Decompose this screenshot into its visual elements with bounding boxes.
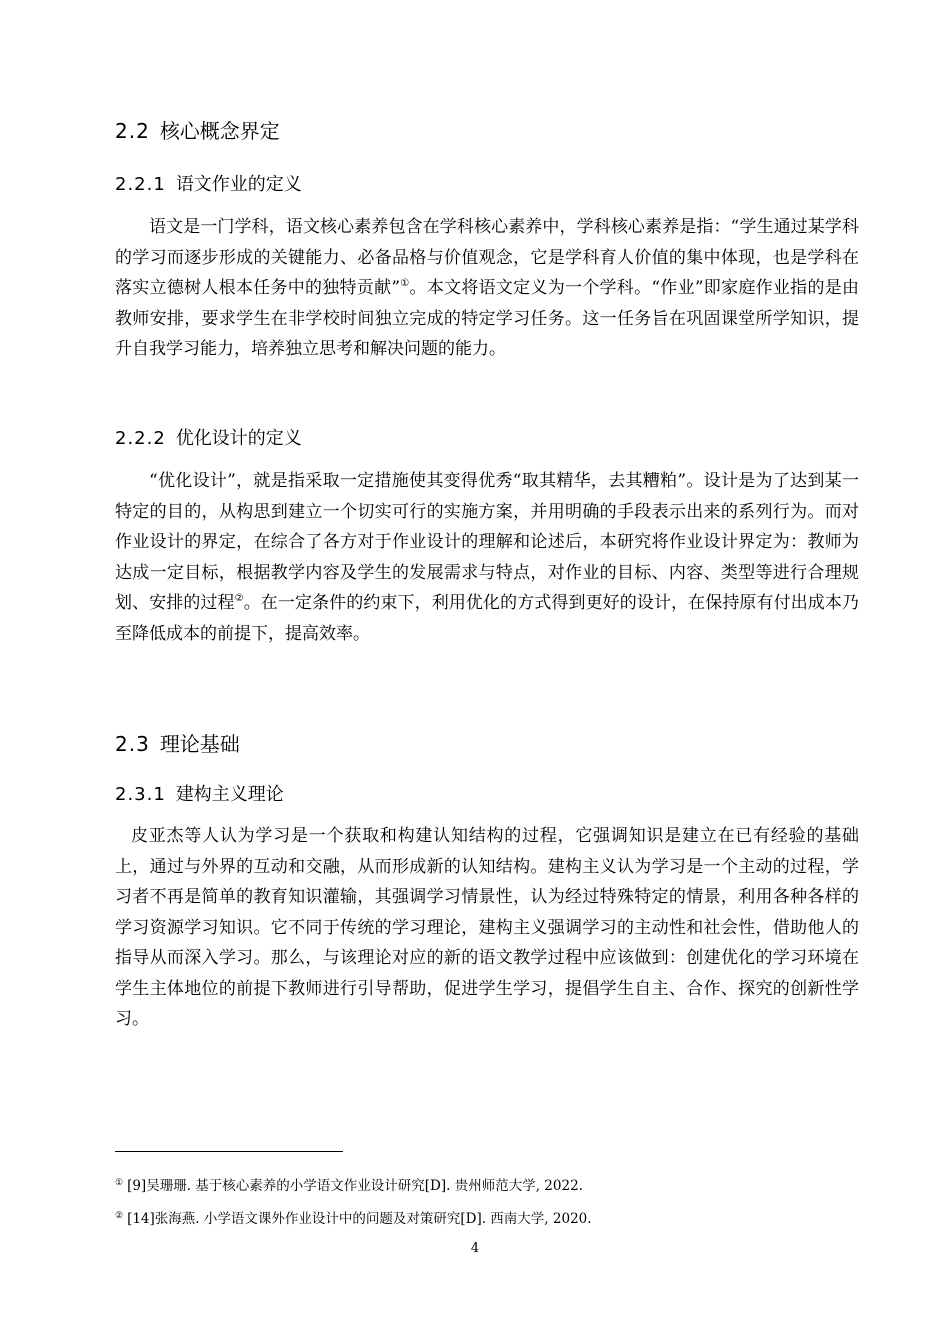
section-number: 2.3 [115,732,150,756]
paragraph-text: 皮亚杰等人认为学习是一个获取和构建认知结构的过程，它强调知识是建立在已有经验的基础上，通过与外界的互动和交融，从而形成新的认知结构。建构主义认为学习是一个主动的过程，学习者不再是简单的教育知识灌输，其强调学习情景性，认为经过特殊特定的情景，利用各种各样的学习资源学习知识。它不同于传统的学习理论，建构主义强调学习的主动性和社会性，借助他人的指导从而深入学习。那么，与该理论对应的新的语文教学过程中应该做到：创建优化的学习环境在学生主体地位的前提下教师进行引导帮助，促进学生学习，提倡学生自主、合作、探究的创新性学习。 [115,826,859,1029]
section-title: 核心概念界定 [159,119,280,143]
section-title: 优化设计的定义 [175,428,302,449]
paragraph-text: 。本文将语文定义为一个学科。“作业”即家庭作业指的是由教师安排，要求学生在非学校时间独立完成的特定学习任务。这一任务旨在巩固课堂所学知识，提升自我学习能力，培养独立思考和解决问题的能力。 [115,278,859,359]
paragraph-constructivism [115,821,859,1035]
footnote-separator [115,1151,343,1152]
paragraph-chinese-homework-definition [115,212,859,365]
footnote-text: [14]张海燕. 小学语文课外作业设计中的问题及对策研究[D]. 西南大学, 2020. [127,1211,592,1227]
page-number: 4 [470,1241,480,1256]
section-number: 2.2 [115,119,150,143]
paragraph-text: “优化设计”，就是指采取一定措施使其变得优秀“取其精华，去其糟粕”。设计是为了达到某一特定的目的，从构思到建立一个切实可行的实施方案，并用明确的手段表示出来的系列行为。而对作业设计的界定，在综合了各方对于作业设计的理解和论述后，本研究将作业设计界定为：教师为达成一定目标，根据教学内容及学生的发展需求与特点，对作业的目标、内容、类型等进行合理规划、安排的过程 [115,471,859,613]
footnote-text: [9]吴珊珊. 基于核心素养的小学语文作业设计研究[D]. 贵州师范大学, 2022. [127,1178,583,1194]
section-title: 建构主义理论 [175,784,284,805]
section-title: 语文作业的定义 [175,174,302,195]
section-number: 2.3.1 [115,784,166,805]
footnote-mark: ② [115,1211,124,1221]
section-heading-2-3-1 [115,782,284,808]
footnote-2 [115,1209,592,1229]
section-title: 理论基础 [159,732,240,756]
section-number: 2.2.1 [115,174,166,195]
footnote-1 [115,1176,583,1196]
section-heading-2-2-2 [115,426,302,452]
footnote-mark: ① [115,1178,124,1188]
footnote-marker: ② [234,593,244,604]
paragraph-text: 语文是一门学科，语文核心素养包含在学科核心素养中，学科核心素养是指：“学生通过某学科的学习而逐步形成的关键能力、必备品格与价值观念，它是学科育人价值的集中体现，也是学科在落实立德树人根本任务中的独特贡献” [115,217,859,298]
section-heading-2-2 [115,117,280,145]
paragraph-text: 。在一定条件的约束下，利用优化的方式得到更好的设计，在保持原有付出成本乃至降低成本的前提下，提高效率。 [115,593,859,644]
footnote-marker: ① [400,278,410,289]
section-heading-2-3 [115,730,240,758]
paragraph-optimized-design-definition [115,466,859,649]
section-number: 2.2.2 [115,428,166,449]
section-heading-2-2-1 [115,172,302,198]
